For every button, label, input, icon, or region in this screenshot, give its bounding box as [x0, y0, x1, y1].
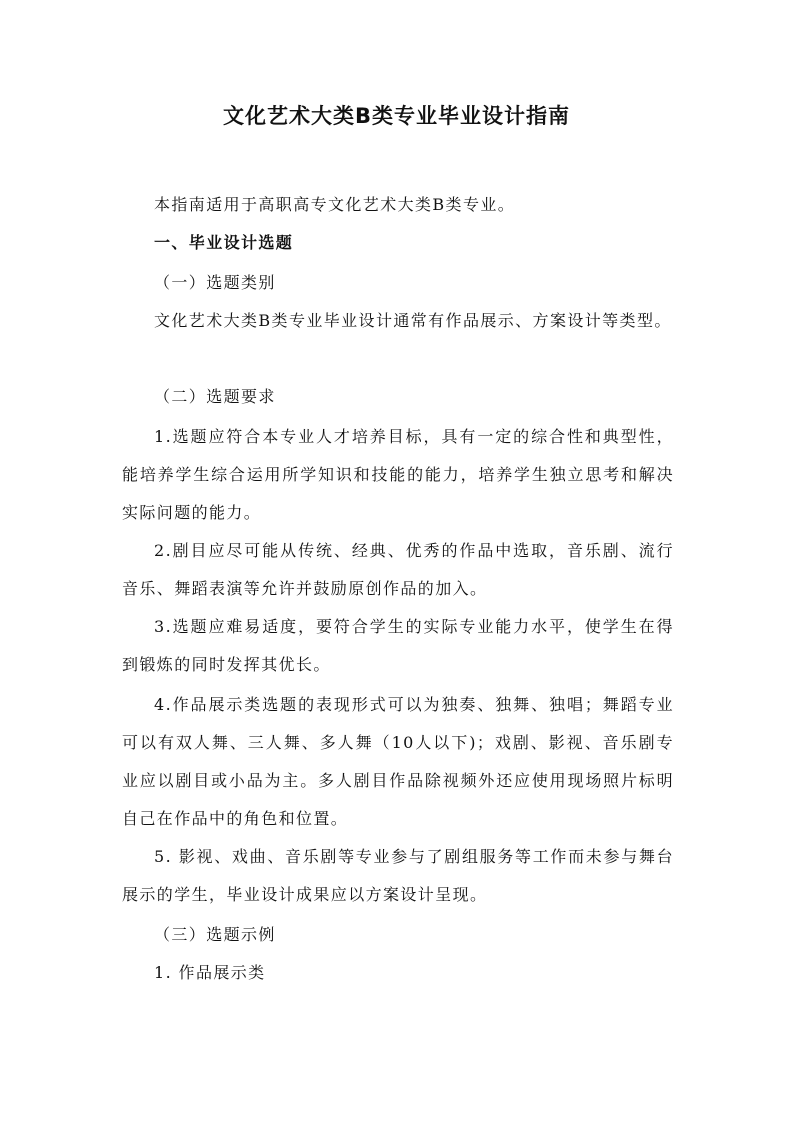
requirement-5: 5. 影视、戏曲、音乐剧等专业参与了剧组服务等工作而未参与舞台展示的学生，毕业设计成果应以方案设计呈现。 [122, 847, 674, 904]
section-heading: 一、毕业设计选题 [154, 233, 294, 252]
document-title: 文化艺术大类B类专业毕业设计指南 [222, 104, 570, 128]
subsection-heading-examples: （三）选题示例 [154, 925, 276, 944]
requirement-3: 3.选题应难易适度，要符合学生的实际专业能力水平，使学生在得到锻炼的同时发挥其优长。 [122, 617, 674, 674]
category-paragraph: 文化艺术大类B类专业毕业设计通常有作品展示、方案设计等类型。 [154, 311, 672, 330]
requirement-4: 4.作品展示类选题的表现形式可以为独奏、独舞、独唱；舞蹈专业可以有双人舞、三人舞、多人舞（10人以下)；戏剧、影视、音乐剧专业应以剧目或小品为主。多人剧目作品除视频外还应使用现场照片标明自己在作品中的角色和位置。 [122, 695, 674, 828]
requirement-1: 1.选题应符合本专业人才培养目标，具有一定的综合性和典型性，能培养学生综合运用所学知识和技能的能力，培养学生独立思考和解决实际问题的能力。 [122, 427, 674, 522]
intro-paragraph: 本指南适用于高职高专文化艺术大类B类专业。 [154, 195, 516, 214]
example-item-1: 1. 作品展示类 [154, 963, 266, 982]
subsection-heading-category: （一）选题类别 [154, 273, 276, 292]
requirement-2: 2.剧目应尽可能从传统、经典、优秀的作品中选取，音乐剧、流行音乐、舞蹈表演等允许并鼓励原创作品的加入。 [122, 541, 674, 598]
subsection-heading-requirements: （二）选题要求 [154, 387, 276, 406]
